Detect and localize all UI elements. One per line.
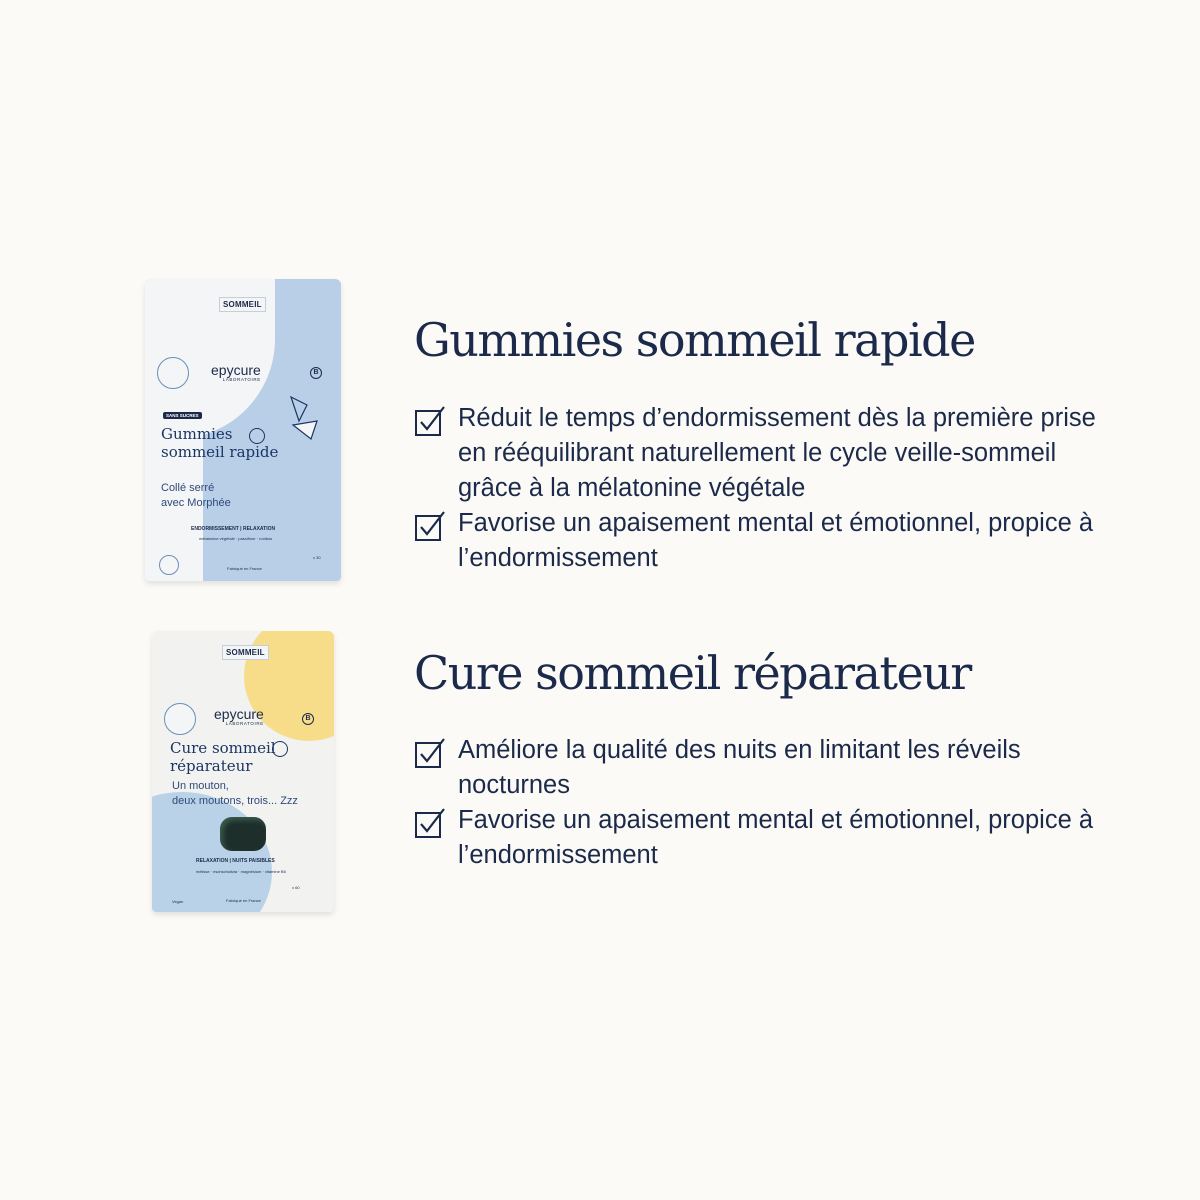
pouch-tag: SOMMEIL: [222, 645, 269, 660]
pouch-blue-circle: [152, 792, 272, 912]
pouch-brand: [214, 707, 264, 726]
benefit-text: Améliore la qualité des nuits en limitant les réveils nocturnes: [458, 736, 1021, 799]
checkbox-checked-icon: [414, 405, 446, 437]
pouch-made-in: Fabriqué en France: [227, 566, 262, 571]
checkbox-checked-icon: [414, 737, 446, 769]
pouch-brand: [211, 363, 261, 382]
pouch-ingredients: mélisse · eschscholtzia · magnésium · vitamine B6: [196, 869, 286, 874]
pouch-name-line2: réparateur: [170, 757, 253, 775]
sugar-free-badge: SANS SUCRES: [163, 412, 202, 419]
natural-seal-icon: [164, 703, 196, 735]
leaf-icon: [159, 555, 179, 575]
product-image-cure: [152, 631, 334, 912]
pouch-name-line1: Cure sommeil: [170, 739, 276, 757]
benefit-list: [414, 401, 1114, 576]
checkbox-checked-icon: [414, 807, 446, 839]
capsule-image: [220, 817, 266, 851]
moon-icon: [272, 741, 288, 757]
pouch-count: x 60: [292, 885, 300, 890]
pouch-brand-sub: LABORATOIRE: [225, 721, 264, 726]
pouch-benefits: RELAXATION | NUITS PAISIBLES: [196, 858, 275, 864]
pouch-tagline-line1: Collé serré: [161, 482, 215, 494]
bcorp-icon: B: [310, 367, 322, 379]
pouch-tagline: [172, 779, 298, 809]
bcorp-icon: B: [302, 713, 314, 725]
pouch-vegan: Vegan: [172, 899, 184, 904]
pouch-brand-name: epycure: [211, 362, 261, 378]
benefit-list: [414, 733, 1114, 873]
product-title: Gummies sommeil rapide: [414, 313, 975, 367]
pouch-ingredients: mélatonine végétale · passiflore · rooibos: [199, 536, 273, 541]
product-title: Cure sommeil réparateur: [414, 646, 971, 700]
benefit-item: [414, 401, 1114, 506]
pouch-tagline-line2: avec Morphée: [161, 497, 231, 509]
pouch-product-name: [170, 739, 276, 775]
natural-seal-icon: [157, 357, 189, 389]
benefit-item: [414, 506, 1114, 576]
benefit-text: Favorise un apaisement mental et émotionnel, propice à l’endormissement: [458, 806, 1094, 869]
pouch-brand-sub: LABORATOIRE: [222, 377, 261, 382]
pouch-tagline-line2: deux moutons, trois... Zzz: [172, 795, 298, 807]
gummy-outline-icon: [283, 391, 333, 441]
benefit-text: Réduit le temps d’endormissement dès la première prise en rééquilibrant naturellement le cycle veille-sommeil grâce à la mélatonine végétale: [458, 404, 1096, 502]
benefit-text: Favorise un apaisement mental et émotionnel, propice à l’endormissement: [458, 509, 1094, 572]
checkbox-checked-icon: [414, 510, 446, 542]
moon-icon: [249, 428, 265, 444]
pouch-brand-name: epycure: [214, 706, 264, 722]
pouch-name-line2: sommeil rapide: [161, 443, 279, 461]
product-image-gummies: [145, 279, 341, 581]
pouch-benefits: ENDORMISSEMENT | RELAXATION: [191, 526, 276, 532]
benefit-item: [414, 733, 1114, 803]
benefit-item: [414, 803, 1114, 873]
pouch-count: x 30: [313, 555, 321, 560]
pouch-tag: SOMMEIL: [219, 297, 266, 312]
pouch-tagline-line1: Un mouton,: [172, 780, 229, 792]
pouch-made-in: Fabriqué en France: [226, 898, 261, 903]
pouch-tagline: [161, 481, 231, 511]
pouch-name-line1: Gummies: [161, 425, 233, 443]
